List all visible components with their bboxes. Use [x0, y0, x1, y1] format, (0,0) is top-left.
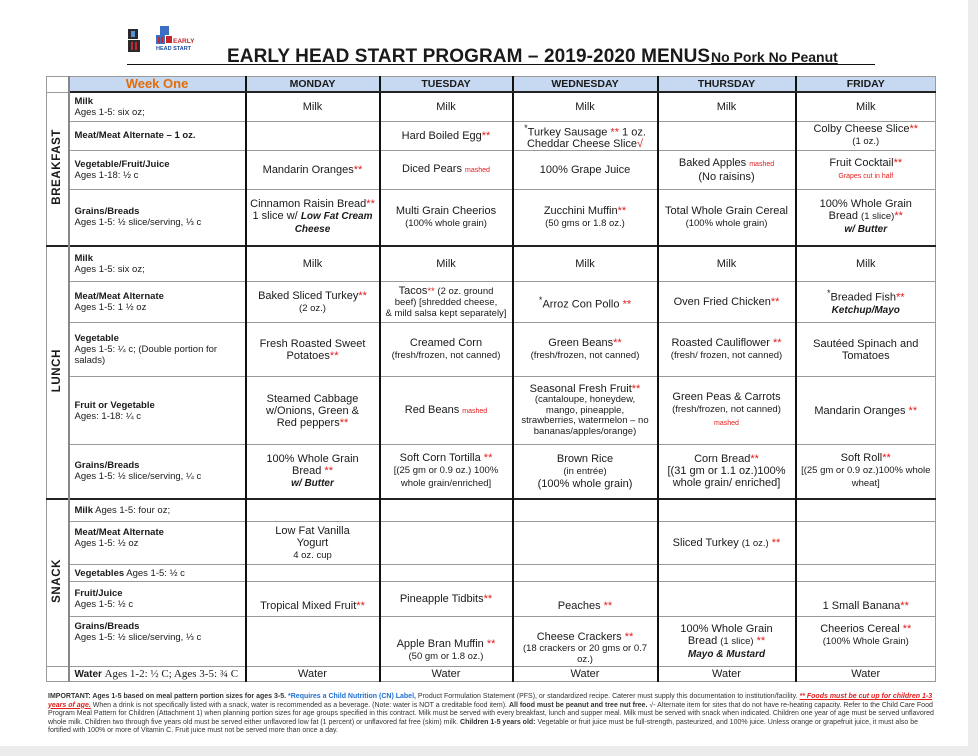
section-snack: [47, 499, 69, 667]
section-label: LUNCH: [51, 349, 64, 393]
item: Colby Cheese Slice: [813, 123, 910, 136]
title-underline: [127, 64, 875, 65]
menu-cell: Milk: [658, 246, 796, 282]
menu-cell: [246, 445, 380, 499]
item-sub: (50 gms or 1.8 oz.): [545, 217, 625, 229]
item-sub: (fresh/frozen, not canned): [672, 404, 781, 416]
menu-cell: 100% Grape Juice: [513, 151, 658, 190]
section-lunch: [47, 246, 69, 499]
menu-cell: [246, 617, 380, 667]
menu-cell: Milk: [796, 92, 936, 121]
menu-cell: [513, 617, 658, 667]
mashed-note: mashed: [465, 167, 490, 175]
row-label-sub: Ages: 1-18: ¼ c: [74, 410, 142, 422]
item-sub: (cantaloupe, honeydew, mango, pineapple, strawberries, watermelon – no bananas/apples/orange): [521, 394, 649, 437]
menu-cell: [246, 582, 380, 617]
cut-up-mark: **: [339, 416, 349, 429]
row-label-title: Vegetable/Fruit/Juice: [74, 159, 170, 171]
mashed-note: mashed: [714, 420, 739, 428]
menu-cell: [380, 565, 513, 582]
table-row: [47, 522, 936, 565]
row-label-sub: Ages 1-5: 1 ½ oz: [74, 302, 147, 314]
menu-cell: [658, 323, 796, 377]
menu-cell: [513, 522, 658, 565]
row-label-sub: Ages 1-5: ½ c: [74, 599, 134, 611]
item: 100% Whole Grain: [680, 622, 773, 635]
table-row: [47, 92, 936, 121]
day-tuesday: TUESDAY: [380, 77, 513, 93]
table-row: [47, 190, 936, 246]
row-label-sub: Ages 1-18: ½ c: [74, 170, 139, 182]
menu-cell: [796, 282, 936, 323]
menu-cell: Milk: [246, 246, 380, 282]
cut-up-mark: **: [486, 638, 496, 651]
menu-cell: Water: [380, 667, 513, 682]
item: Corn Bread: [694, 453, 751, 466]
footer-text: When a drink is not specifically listed with a snack, water is recommended as a beverage. (Note: water is NOT a creditable food item).: [92, 701, 507, 709]
item: Turkey Sausage: [527, 126, 608, 139]
cut-up-mark: **: [324, 464, 333, 477]
menu-cell: [658, 151, 796, 190]
corner-cell: [47, 77, 69, 93]
cut-up-mark: **: [624, 631, 634, 644]
menu-cell: Sautéed Spinach and Tomatoes: [796, 323, 936, 377]
menu-cell: [796, 121, 936, 151]
menu-cell: [513, 282, 658, 323]
menu-cell: [658, 565, 796, 582]
item: 100% Whole Grain Bread: [266, 452, 359, 477]
row-label: [69, 445, 246, 499]
cut-up-mark: **: [353, 164, 363, 177]
row-label-sub: Ages 1-5: ½ slice/serving, ⅓ c: [74, 632, 202, 644]
day-friday: FRIDAY: [796, 77, 936, 93]
cut-up-mark: **: [427, 285, 435, 297]
menu-cell: Milk: [658, 92, 796, 121]
item: Low Fat Vanilla Yogurt: [275, 524, 350, 549]
menu-cell: [513, 323, 658, 377]
item: Steamed Cabbage w/Onions, Green & Red peppers: [266, 392, 359, 429]
item-topping: Mayo & Mustard: [687, 648, 766, 660]
item-sub: (fresh/frozen, not canned): [530, 350, 640, 362]
row-label: [69, 667, 246, 682]
menu-cell: [658, 522, 796, 565]
cn-mark: *: [826, 288, 831, 299]
menu-cell: [380, 582, 513, 617]
row-label-title: Milk: [74, 95, 93, 107]
item: Bread: [687, 634, 718, 647]
menu-cell: [246, 151, 380, 190]
menu-cell: [246, 282, 380, 323]
item: Soft Roll: [840, 452, 883, 465]
menu-cell: Water: [658, 667, 796, 682]
menu-cell: Milk: [513, 92, 658, 121]
row-label: [69, 565, 246, 582]
mashed-note: mashed: [462, 407, 488, 415]
week-label: Week One: [69, 77, 246, 93]
item: Roasted Cauliflower: [671, 337, 770, 350]
cut-up-mark: **: [894, 210, 903, 223]
menu-cell: [796, 617, 936, 667]
cut-up-mark: **: [902, 623, 912, 636]
item: Oven Fried Chicken: [673, 296, 771, 309]
important-note: IMPORTANT: Ages 1-5 based on meal pattern portion sizes for ages 3-5.: [48, 693, 287, 700]
table-row: [47, 565, 936, 582]
menu-cell: [380, 499, 513, 522]
menu-cell: [246, 323, 380, 377]
page-subtitle: No Pork No Peanut: [711, 49, 838, 65]
item-topping: Low Fat Cream Cheese: [294, 211, 373, 236]
footer-text: Product Formulation Statement (PFS), or standardized recipe. Caterer must supply this documentation to institution/facility.: [417, 693, 798, 700]
table-header-row: [47, 77, 936, 93]
item: Sliced Turkey: [672, 536, 739, 549]
item: Baked Sliced Turkey: [258, 289, 359, 302]
menu-cell: Milk: [513, 246, 658, 282]
row-label-title: Meat/Meat Alternate – 1 oz.: [74, 130, 196, 142]
row-label-title: Grains/Breads: [74, 460, 140, 472]
row-label: [69, 499, 246, 522]
cut-up-mark: **: [895, 291, 905, 304]
cut-up-mark: **: [481, 129, 491, 142]
cut-up-mark: **: [900, 600, 909, 613]
menu-cell: [380, 190, 513, 246]
menu-cell: [796, 190, 936, 246]
cut-up-mark: **: [771, 536, 781, 549]
cut-up-mark: **: [882, 452, 891, 465]
item: Zucchini Muffin: [543, 204, 618, 217]
item-sub: (100% Whole Grain): [822, 636, 909, 648]
cut-up-mark: **: [750, 453, 759, 466]
menu-cell: [513, 121, 658, 151]
footer-text: Refer to the Child Care Food Program Meal Pattern for Children (Attachment 1) when planning portion sizes for age groups specified in this contract. Milk must be served with every breakfast, lunch and supper meal. Milk must be served with snack when indicated. Children one year of age must be served unflavored whole milk. Children two through five years old must be served either unflavored low fat (1 percent) or unflavored fat free (skim) milk.: [48, 701, 934, 726]
row-label-title: Milk: [74, 252, 93, 264]
cut-up-mark: **: [893, 157, 903, 170]
item: Bread: [828, 210, 858, 223]
row-label-sub: Ages 1-5: six oz;: [74, 263, 145, 275]
item: Green Beans: [548, 337, 614, 350]
menu-cell: [380, 377, 513, 445]
item: Tacos: [398, 284, 428, 297]
item-sub: (50 gm or 1.8 oz.): [408, 651, 484, 663]
cut-up-mark: **: [908, 404, 918, 417]
cut-up-mark: **: [770, 296, 780, 309]
cut-up-mark: **: [909, 123, 919, 136]
item-qty: 1 oz.: [622, 126, 646, 139]
table-row: [47, 499, 936, 522]
menu-cell: [513, 565, 658, 582]
item-sub: (18 crackers or 20 gms or 0.7 oz.): [522, 643, 648, 666]
menu-cell: [658, 121, 796, 151]
item-sub: (1 slice): [720, 635, 754, 647]
row-label-title: Water: [74, 668, 102, 680]
alternate-note: √- Alternate item for sites that do not have re-heating capacity.: [649, 701, 842, 709]
item: Red Beans: [404, 403, 460, 416]
cut-up-mark: **: [617, 204, 627, 217]
cut-up-mark: **: [631, 383, 641, 396]
cut-up-mark: **: [756, 634, 766, 647]
item: Seasonal Fresh Fruit: [529, 383, 632, 396]
menu-cell: [796, 377, 936, 445]
table-row: [47, 582, 936, 617]
row-label-title: Meat/Meat Alternate: [74, 291, 164, 303]
item-sub: (fresh/frozen, not canned): [391, 350, 501, 362]
page-header: [127, 46, 875, 66]
menu-cell: [380, 121, 513, 151]
cut-up-mark: **: [356, 600, 365, 613]
day-monday: MONDAY: [246, 77, 380, 93]
grapes-note: Grapes cut in half: [838, 173, 894, 181]
menu-cell: Milk: [796, 246, 936, 282]
row-label-sub: Ages 1-2: ½ C; Ages 3-5: ¾ C: [104, 667, 239, 680]
menu-cell: [796, 445, 936, 499]
menu-cell: [796, 499, 936, 522]
svg-text:HEAD START: HEAD START: [156, 46, 192, 52]
cut-up-mark: **: [603, 600, 613, 613]
menu-cell: [246, 565, 380, 582]
item: Brown Rice: [556, 452, 614, 465]
table-row: [47, 323, 936, 377]
row-label: [69, 246, 246, 282]
item-sub: (fresh/ frozen, not canned): [670, 350, 783, 362]
item-sub: (100% whole grain): [685, 217, 768, 229]
menu-cell: [380, 445, 513, 499]
menu-cell: [658, 582, 796, 617]
row-label: [69, 121, 246, 151]
page-title: EARLY HEAD START PROGRAM – 2019-2020 MENUS: [227, 46, 711, 67]
row-label: [69, 617, 246, 667]
row-label: [69, 92, 246, 121]
item: Cheerios Cereal: [820, 623, 900, 636]
menu-cell: [796, 582, 936, 617]
item: Fruit Cocktail: [829, 157, 894, 170]
menu-cell: [513, 377, 658, 445]
menu-cell: [658, 499, 796, 522]
menu-cell: Water: [513, 667, 658, 682]
row-label-title: Grains/Breads: [74, 206, 140, 218]
menu-cell: [513, 190, 658, 246]
row-label-sub: Ages 1-5: ½ slice/serving, ⅓ c: [74, 217, 202, 229]
table-row: [47, 445, 936, 499]
menu-cell: [658, 445, 796, 499]
row-label-title: Meat/Meat Alternate: [74, 526, 164, 538]
menu-cell: Milk: [246, 92, 380, 121]
cut-up-mark: **: [483, 593, 493, 606]
item: Fresh Roasted Sweet Potatoes: [259, 337, 366, 362]
table-row: [47, 282, 936, 323]
menu-cell: [796, 565, 936, 582]
section-label: BREAKFAST: [51, 129, 64, 205]
item: Cheese Crackers: [536, 631, 622, 644]
item-sub: beef) [shredded cheese,: [394, 296, 498, 308]
item-sub: [(25 gm or 0.9 oz.) 100% whole grain/enriched]: [393, 465, 499, 490]
item-sub: (1 oz.): [852, 136, 880, 148]
cn-mark: *: [538, 294, 543, 305]
item: Creamed Corn: [409, 337, 483, 350]
menu-cell: [658, 190, 796, 246]
item: 1 Small Banana: [822, 600, 901, 613]
menu-cell: [658, 282, 796, 323]
item-sub: (No raisins): [698, 171, 755, 184]
item: Apple Bran Muffin: [396, 638, 484, 651]
item: Peaches: [557, 600, 601, 613]
water-section-cell: [47, 667, 69, 682]
item: Total Whole Grain Cereal: [665, 204, 788, 217]
item: Cinnamon Raisin Bread: [250, 198, 367, 211]
row-label: [69, 522, 246, 565]
menu-cell: [380, 151, 513, 190]
item: 1 slice w/: [252, 210, 298, 223]
row-label-sub: Ages 1-5: ½ oz: [74, 537, 139, 549]
menu-cell: [380, 522, 513, 565]
item-sub: (100% whole grain): [537, 477, 633, 490]
cn-mark: *: [524, 122, 528, 133]
mashed-note: mashed: [749, 161, 775, 169]
row-label: [69, 377, 246, 445]
table-row: [47, 667, 936, 682]
cut-up-note: ** Foods must be cut up for children 1-3 years of age.: [48, 693, 933, 709]
day-thursday: THURSDAY: [658, 77, 796, 93]
menu-cell: Milk: [380, 92, 513, 121]
menu-cell: [658, 617, 796, 667]
item-topping: Ketchup/Mayo: [831, 304, 900, 316]
item: Tropical Mixed Fruit: [260, 600, 357, 613]
item: Cheddar Cheese Slice: [526, 138, 638, 151]
section-breakfast: [47, 92, 69, 246]
item-topping: w/ Butter: [291, 477, 334, 489]
section-label: SNACK: [51, 559, 64, 604]
footer-text: Vegetable or fruit juice must be full-strength, pasteurized, and 100% juice. Unless orange or grapefruit juice, it must also be fortified with 100% or more of Vitamin C. Fruit juice must not be served more than once a day.: [48, 718, 918, 735]
row-label: [69, 582, 246, 617]
menu-cell: [380, 282, 513, 323]
menu-cell: [796, 522, 936, 565]
row-label: [69, 323, 246, 377]
cut-up-mark: **: [483, 452, 493, 465]
cn-label-note: *Requires a Child Nutrition (CN) Label,: [288, 693, 416, 700]
row-label-title: Milk: [74, 504, 93, 516]
item-sub: (2 oz.): [299, 302, 326, 314]
menu-cell: [513, 582, 658, 617]
menu-cell: Water: [796, 667, 936, 682]
footer-notes: [48, 693, 934, 736]
item-topping: w/ Butter: [844, 224, 888, 236]
item: Breaded Fish: [830, 291, 896, 304]
row-label-title: Grains/Breads: [74, 621, 140, 633]
menu-cell: [246, 377, 380, 445]
item-sub: & mild salsa kept separately]: [385, 307, 507, 319]
children-note: Children 1-5 years old:: [460, 718, 536, 726]
menu-cell: Water: [246, 667, 380, 682]
item: Diced Pears: [402, 163, 462, 176]
item: Multi Grain Cheerios: [395, 204, 497, 217]
svg-text:EARLY: EARLY: [173, 38, 195, 45]
menu-cell: Milk: [380, 246, 513, 282]
cut-up-mark: **: [613, 337, 622, 350]
table-row: [47, 121, 936, 151]
menu-cell: [513, 499, 658, 522]
row-label-sub: Ages 1-5: four oz;: [95, 504, 171, 516]
cut-up-mark: **: [772, 337, 782, 350]
row-label-title: Vegetables: [74, 567, 125, 579]
menu-table: [46, 76, 936, 682]
menu-cell: [246, 121, 380, 151]
table-row: [47, 617, 936, 667]
row-label-title: Fruit/Juice: [74, 588, 123, 600]
table-row: [47, 377, 936, 445]
row-label-sub: Ages 1-5: ½ slice/serving, ¼ c: [74, 471, 202, 483]
cut-up-mark: **: [610, 126, 619, 139]
alternate-check-icon: √: [637, 138, 644, 151]
item: Baked Apples: [678, 157, 747, 170]
cut-up-mark: **: [358, 289, 367, 302]
item: Pineapple Tidbits: [399, 593, 484, 606]
item: 100% Whole Grain: [819, 198, 912, 211]
peanut-note: All food must be peanut and tree nut free.: [508, 701, 648, 709]
cut-up-mark: **: [622, 298, 632, 311]
cut-up-mark: **: [366, 198, 375, 211]
menu-cell: [658, 377, 796, 445]
item-sub: (1 oz.): [741, 537, 769, 549]
item-sub: [(25 gm or 0.9 oz.)100% whole wheat]: [801, 465, 931, 490]
item-sub: (in entrée): [563, 465, 607, 477]
row-label-title: Vegetable: [74, 333, 119, 345]
menu-cell: [246, 190, 380, 246]
row-label: [69, 190, 246, 246]
table-row: [47, 151, 936, 190]
row-label-title: Fruit or Vegetable: [74, 399, 155, 411]
item: Hard Boiled Egg: [401, 129, 482, 142]
item: Arroz Con Pollo: [542, 298, 620, 311]
item: Green Peas & Carrots: [672, 391, 781, 404]
row-label: [69, 151, 246, 190]
row-label-sub: Ages 1-5: ¼ c; (Double portion for salads): [74, 344, 218, 367]
item-sub: (1 slice): [861, 211, 895, 223]
item-sub: 4 oz. cup: [293, 549, 332, 561]
item-sub: (2 oz. ground: [437, 285, 494, 297]
item: Mandarin Oranges: [262, 164, 354, 177]
menu-cell: [380, 323, 513, 377]
item-sub: [(31 gm or 1.1 oz.)100% whole grain/ enriched]: [667, 465, 786, 490]
table-row: [47, 246, 936, 282]
item-sub: (100% whole grain): [405, 217, 487, 229]
row-label: [69, 282, 246, 323]
cut-up-mark: **: [329, 349, 339, 362]
menu-cell: [796, 151, 936, 190]
item: Soft Corn Tortilla: [399, 452, 481, 465]
menu-cell: [513, 445, 658, 499]
day-wednesday: WEDNESDAY: [513, 77, 658, 93]
row-label-sub: Ages 1-5: six oz;: [74, 106, 145, 118]
menu-cell: [246, 499, 380, 522]
item: Mandarin Oranges: [814, 404, 906, 417]
menu-cell: [246, 522, 380, 565]
menu-cell: [380, 617, 513, 667]
row-label-sub: Ages 1-5: ½ c: [126, 567, 185, 579]
